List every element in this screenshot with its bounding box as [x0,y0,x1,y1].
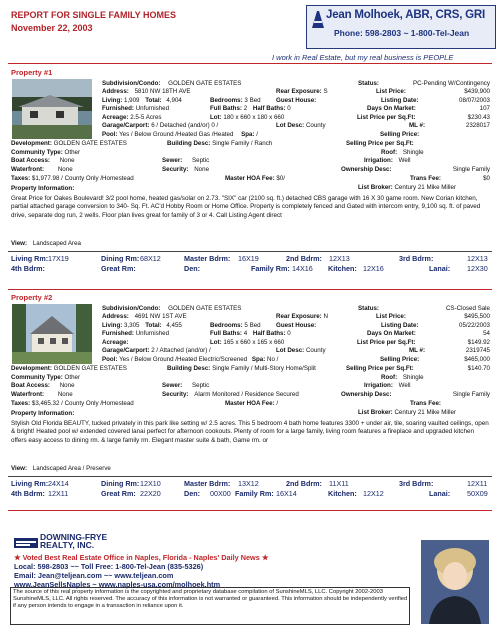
irrigation-label: Irrigation: [364,382,393,389]
irrigation-value: Well [398,382,411,389]
lot-value: 180 x 660 x 180 x 660 [223,114,285,121]
rear-exposure-label: Rear Exposure: [276,88,322,95]
furnished-value: Unfurnished [135,330,170,337]
community-value: Other [64,149,81,156]
room-label: Lanai: [429,489,451,498]
sell-sqft-label: Selling Price per Sq.Ft: [346,365,414,372]
bedrooms-label: Bedrooms: [210,322,243,329]
lot-desc-label: Lot Desc: [276,347,305,354]
taxes-value: $1,977.98 / County Only /Homestead [31,175,134,182]
room-label: Lanai: [429,264,451,273]
list-sqft-label: List Price per Sq.Ft: [357,114,416,121]
view-label: View: [11,465,28,472]
boat-value: None [59,157,75,164]
guest-house-label: Guest House: [276,97,317,104]
list-sqft-label: List Price per Sq.Ft: [357,339,416,346]
agent-phone: Phone: 598-2803 ~ 1-800-Tel-Jean [334,28,470,38]
room-label: 3rd Bdrm: [399,254,434,263]
broker-value: Century 21 Mike Miller [394,184,457,191]
address-label: Address: [102,313,129,320]
rear-exposure-value: N [323,313,328,320]
footer-web[interactable]: www.JeanSellsNaples ~ www.naples-usa.com/molhoek.htm [14,580,221,589]
brokerage-name-line1: DOWNING-FRYE [40,532,108,542]
room-label: 2nd Bdrm: [286,254,322,263]
security-value: None [194,166,210,173]
room-label: Family Rm: [251,264,290,273]
roof-value: Shingle [402,149,424,156]
development-value: GOLDEN GATE ESTATES [53,365,127,372]
view-label: View: [11,240,28,247]
roof-label: Roof: [381,374,398,381]
irrigation-label: Irrigation: [364,157,393,164]
ownership-label: Ownership Desc: [341,391,392,398]
room-label: Great Rm: [101,264,136,273]
brokerage-name [40,533,107,549]
list-price-label: List Price: [376,88,406,95]
subdivision-value: GOLDEN GATE ESTATES [168,80,242,87]
room-label: Master Bdrm: [184,254,231,263]
lot-label: Lot: [210,339,222,346]
room-label: Great Rm: [101,489,136,498]
acreage-value: 2.5-5 Acres [130,114,162,121]
security-label: Security: [162,391,189,398]
furnished-label: Furnished: [102,105,134,112]
fullbaths-label: Full Baths: [210,105,242,112]
spa-value: No / [267,356,279,363]
room-label: 3rd Bdrm: [399,479,434,488]
address-label: Address: [102,88,129,95]
broker-label: List Broker: [358,184,393,191]
selling-price-value: $465,000 [464,356,490,363]
halfbaths-value: 0 [287,330,291,337]
property-info-label: Property Information: [11,410,75,417]
hoa-value: $0/ [276,175,285,182]
view-value: Landscaped Area / Preserve [32,465,111,472]
hoa-label: Master HOA Fee: [225,400,275,407]
room-value: 16X19 [238,254,259,263]
boat-label: Boat Access: [11,382,50,389]
spa-value: / [256,131,259,138]
room-label: 4th Bdrm: [11,489,45,498]
divider [8,510,492,511]
living-label: Living: [102,97,123,104]
room-label: Dining Rm: [101,254,140,263]
roof-value: Shingle [402,374,424,381]
room-value: 12X10 [140,479,161,488]
days-on-market-label: Days On Market: [367,105,416,112]
room-value: 16X14 [276,489,297,498]
room-value: 17X19 [48,254,69,263]
room-label: Den: [184,264,200,273]
garage-value: 6 / Detached (and/or) 0 / [151,122,219,129]
status-value: CS-Closed Sale [445,305,490,312]
room-label: 2nd Bdrm: [286,479,322,488]
boat-label: Boat Access: [11,157,50,164]
room-label: Family Rm: [235,489,274,498]
halfbaths-label: Half Baths: [252,330,286,337]
spa-label: Spa: [241,131,255,138]
boat-value: None [59,382,75,389]
security-value: Alarm Monitored / Residence Secured [194,391,299,398]
waterfront-label: Waterfront: [11,391,45,398]
list-price-value: $495,500 [464,313,490,320]
list-sqft-value: $230.43 [467,114,490,121]
property-info-label: Property Information: [11,185,75,192]
days-on-market-value: 107 [479,105,490,112]
acreage-label: Acreage: [102,339,129,346]
property-photo [12,304,92,364]
bedrooms-value: 3 Bed [244,97,261,104]
property-title: Property #2 [11,293,53,302]
development-label: Development: [11,140,52,147]
list-sqft-value: $149.92 [467,339,490,346]
rooms-divider [8,251,492,252]
room-value: 12X13 [467,254,488,263]
room-value: 12X11 [48,489,69,498]
lot-desc-label: Lot Desc: [276,122,305,129]
spa-label: Spa: [251,356,266,363]
room-value: 50X09 [467,489,488,498]
room-label: Living Rm: [11,479,49,488]
trans-fee-label: Trans Fee: [410,175,441,182]
total-value: 4,904 [166,97,182,104]
address-value: 5810 NW 18TH AVE [134,88,191,95]
living-value: 1,909 [124,97,140,104]
taxes-label: Taxes: [11,400,31,407]
room-value: 00X00 [210,489,231,498]
trans-fee-label: Trans Fee: [410,400,441,407]
property-description: Stylish Old Florida BEAUTY, tucked privately in this park like setting w/ 2.5 acres. This 5 bedroom 4 bath home features 3300 + under air, tile, soaring vaulted ceilings, open & bright! Heated pool w/ extended covered lanai perfect for afternoon cookouts. Plenty of room for a large family, living room features a fireplace and upgraded kitchen offers easy access to dining rm. & large family rm. Elegant master suite & bath, Game rm. or [11,420,489,444]
room-value: 12X11 [467,479,488,488]
fullbaths-value: 4 [243,330,248,337]
ownership-value: Single Family [452,166,490,173]
community-value: Other [64,374,81,381]
sewer-label: Sewer: [162,382,183,389]
agent-name: Jean Molhoek, ABR, CRS, GRI [326,9,486,21]
footer-email[interactable]: Email: Jean@teljean.com ~~ www.teljean.com [14,571,174,580]
ml-label: ML #: [409,122,426,129]
development-label: Development: [11,365,52,372]
address-value: 4691 NW 1ST AVE [134,313,187,320]
room-label: Kitchen: [328,264,357,273]
building-desc-label: Building Desc: [167,365,211,372]
waterfront-value: None [57,391,73,398]
waterfront-value: None [57,166,73,173]
room-label: Living Rm: [11,254,49,263]
disclaimer-text: The source of this real property information is the copyrighted and proprietary database compilation of SunshineMLS, LLC. Copyright 2002-2003 SunshineMLS, LLC. All rights reserved. The accuracy of this information is not warranted or guaranteed. This information should be independently verified if any person intends to engage in a transaction in reliance upon it. [13,589,408,610]
room-value: 12X12 [363,489,384,498]
sewer-value: Septic [192,382,210,389]
ml-value: 2328017 [465,122,490,129]
total-label: Total: [145,97,162,104]
listing-date-label: Listing Date: [381,322,419,329]
property-photo [12,79,92,139]
community-label: Community Type: [11,149,63,156]
room-value: 24X14 [48,479,69,488]
room-value: 12X30 [467,264,488,273]
irrigation-value: Well [398,157,411,164]
room-label: Dining Rm: [101,479,140,488]
lot-value: 165 x 660 x 165 x 660 [223,339,285,346]
taxes-value: $3,465.32 / County Only /Homestead [31,400,134,407]
brokerage-logo-icon [14,536,38,550]
room-value: 68X12 [140,254,161,263]
divider [8,289,492,290]
trans-fee-value: $0 [483,175,490,182]
garage-label: Garage/Carport: [102,347,150,354]
listing-date-label: Listing Date: [381,97,419,104]
room-value: 22X20 [140,489,161,498]
lot-desc-value: County [305,347,326,354]
halfbaths-value: 0 [287,105,291,112]
room-value: 12X13 [329,254,350,263]
slogan [14,553,268,562]
list-price-label: List Price: [376,313,406,320]
subdivision-label: Subdivision/Condo: [102,305,161,312]
sewer-value: Septic [192,157,210,164]
garage-label: Garage/Carport: [102,122,150,129]
lot-label: Lot: [210,114,222,121]
halfbaths-label: Half Baths: [252,105,286,112]
days-on-market-value: 54 [483,330,490,337]
sell-sqft-value: $140.70 [467,365,490,372]
agent-logo-mark-icon [309,8,327,30]
rooms-divider [8,476,492,477]
development-value: GOLDEN GATE ESTATES [53,140,127,147]
furnished-label: Furnished: [102,330,134,337]
taxes-label: Taxes: [11,175,31,182]
pool-label: Pool: [102,356,118,363]
hoa-label: Master HOA Fee: [225,175,275,182]
status-label: Status: [358,80,379,87]
rear-exposure-value: S [323,88,328,95]
broker-value: Century 21 Mike Miller [394,409,457,416]
star-icon: ★ [261,553,269,562]
report-title: REPORT FOR SINGLE FAMILY HOMES [11,10,177,20]
brokerage-name-line2: REALTY, INC. [40,540,95,550]
waterfront-label: Waterfront: [11,166,45,173]
room-value: 14X16 [292,264,313,273]
list-price-value: $439,900 [464,88,490,95]
building-desc-label: Building Desc: [167,140,211,147]
roof-label: Roof: [381,149,398,156]
pool-value: Yes / Below Ground /Heated Electric/Screened [119,356,248,363]
selling-price-label: Selling Price: [380,356,420,363]
subdivision-value: GOLDEN GATE ESTATES [168,305,242,312]
acreage-label: Acreage: [102,114,129,121]
living-label: Living: [102,322,123,329]
total-label: Total: [145,322,162,329]
slogan-text: Voted Best Real Estate Office in Naples, Florida - Naples' Daily News [22,553,260,562]
room-value: 13X12 [238,479,259,488]
ownership-value: Single Family [452,391,490,398]
pool-label: Pool: [102,131,118,138]
listing-date-value: 08/07/2003 [459,97,490,104]
security-label: Security: [162,166,189,173]
sell-sqft-label: Selling Price per Sq.Ft: [346,140,414,147]
total-value: 4,455 [166,322,182,329]
rear-exposure-label: Rear Exposure: [276,313,322,320]
bedrooms-label: Bedrooms: [210,97,243,104]
days-on-market-label: Days On Market: [367,330,416,337]
star-icon: ★ [14,553,21,562]
agent-portrait [421,540,489,624]
divider [8,63,492,64]
ownership-label: Ownership Desc: [341,166,392,173]
community-label: Community Type: [11,374,63,381]
report-date: November 22, 2003 [11,23,93,33]
room-value: 11X11 [329,479,349,488]
garage-value: 2 / Attached (and/or) / [151,347,211,354]
room-label: 4th Bdrm: [11,264,45,273]
bedrooms-value: 5 Bed [244,322,261,329]
furnished-value: Unfurnished [135,105,170,112]
room-value: 12X16 [363,264,384,273]
living-value: 3,305 [124,322,140,329]
listing-date-value: 05/22/2003 [459,322,490,329]
broker-label: List Broker: [358,409,393,416]
lot-desc-value: County [305,122,326,129]
room-label: Master Bdrm: [184,479,231,488]
pool-value: Yes / Below Ground /Heated Gas /Heated [119,131,234,138]
ml-label: ML #: [409,347,426,354]
selling-price-label: Selling Price: [380,131,420,138]
ml-value: 2319745 [465,347,490,354]
property-description: Great Price for Oakes Boulevard! 3/2 pool home, heated gas/solar on 2.73. "SIX" car (2100 sq. ft.) detached CBS garage with 16 X 30 game room. New Corian kitchen, partial attached garage conversion to 340- Sq. Ft. AC'd Hobby Room or Home Office. Property is completely fenced and Gated with intercom entry, 9,100 sq. ft. of paved drive, separate dog run, 2 wells. Floor plan lives great for family of 3 or 4. Call Listing Agent direct [11,195,481,219]
property-title: Property #1 [11,68,53,77]
room-label: Den: [184,489,200,498]
building-desc-value: Single Family / Ranch [212,140,273,147]
status-value: PC-Pending W/Contingency [412,80,490,87]
status-label: Status: [358,305,379,312]
hoa-value: / [276,400,279,407]
footer-local: Local: 598-2803 ~~ Toll Free: 1-800-Tel-Jean (835-5326) [14,562,204,571]
building-desc-value: Single Family / Multi-Story Home/Split [212,365,316,372]
fullbaths-label: Full Baths: [210,330,242,337]
fullbaths-value: 2 [243,105,248,112]
sewer-label: Sewer: [162,157,183,164]
tagline: I work in Real Estate, but my real business is PEOPLE [272,53,454,62]
subdivision-label: Subdivision/Condo: [102,80,161,87]
view-value: Landscaped Area [32,240,81,247]
room-label: Kitchen: [328,489,357,498]
guest-house-label: Guest House: [276,322,317,329]
